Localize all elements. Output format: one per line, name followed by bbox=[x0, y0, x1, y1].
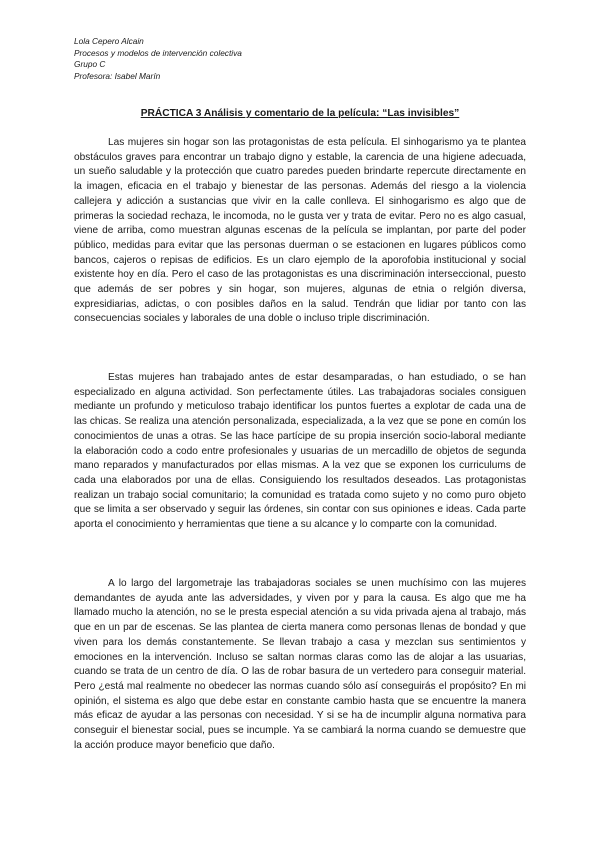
paragraph-1: Las mujeres sin hogar son las protagonistas de esta película. El sinhogarismo ya te plantea obstáculos graves para encontrar un trabajo digno y estable, la carencia de una higiene adecuada, un sueño saludable y la protección que cuatro paredes pueden brindarte repercute directamente en la imagen, eficacia en el trabajo y bienestar de las personas. Además del riesgo a la violencia callejera y adicción a sustancias que vivir en la calle conlleva. El sinhogarismo es algo que de primeras la sociedad rechaza, le incomoda, no le gusta ver y trata de evitar. Pero no es algo casual, viene de arriba, como muestran algunas escenas de la película se implantan, por parte del poder público, medidas para evitar que las personas duerman o se estacionen en lugares públicos como bancos, cajeros o repisas de edificios. Es un claro ejemplo de la aporofobia institucional y social existente hoy en día. Pero el caso de las protagonistas es una discriminación interseccional, puesto que además de ser pobres y sin hogar, son mujeres, algunas de etnia o relgión diversa, expresidiarias, adictas, o con posibles daños en la salud. Tendrán que lidiar por tanto con las consecuencias sociales y laborales de una doble o incluso triple discriminación. bbox=[74, 137, 526, 325]
author-name: Lola Cepero Alcain bbox=[74, 36, 144, 46]
group-name: Grupo C bbox=[74, 59, 106, 70]
teacher-name: Profesora: Isabel Marín bbox=[74, 70, 161, 81]
document-header bbox=[74, 36, 242, 82]
course-name: Procesos y modelos de intervención colectiva bbox=[74, 47, 242, 58]
document-title: PRÁCTICA 3 Análisis y comentario de la película: “Las invisibles” bbox=[140, 108, 460, 119]
paragraph-3: A lo largo del largometraje las trabajadoras sociales se unen muchísimo con las mujeres demandantes de ayuda ante las adversidades, y viven por y para la causa. Es algo que me ha llamado mucho la atención, no se le presta especial atención a su vida privada ajena al trabajo, más que en un par de escenas. Se las plantea de cierta manera como personas llenas de bondad y que viven para los demás constantemente. Se llevan trabajo a casa y mezclan sus sentimientos y emociones en la intervención. Incluso se saltan normas claras como las de alojar a las usuarias, cuando se trata de un centro de día. O las de robar basura de un vertedero para conseguir material. Pero ¿está mal realmente no obedecer las normas cuando sólo así conseguirás el propósito? En mi opinión, el sistema es algo que debe estar en constante cambio hasta que se encuentre la manera más eficaz de ayudar a las personas con necesidad. Y si se ha de incumplir alguna normativa para conseguir el bienestar social, pues se incumple. Ya se cambiará la norma cuando se demuestre que la acción produce mayor beneficio que daño. bbox=[74, 578, 526, 751]
paragraph-2: Estas mujeres han trabajado antes de estar desamparadas, o han estudiado, o se han especializado en alguna actividad. Son perfectamente útiles. Las trabajadoras sociales consiguen mediante un profundo y meticuloso trabajo identificar los puntos fuertes a explotar de cada una de las chicas. Se realiza una atención personalizada, especializada, a la vez que se pone en común los conocimientos de unas a otras. Se las hace partícipe de su propia inserción socio-laboral mediante la elaboración codo a codo entre profesionales y usuarias de un mercadillo de objetos de segunda mano reparados y manufacturados por ellas mismas. A la vez que se exponen los curriculums de cada una elaborados por una de ellas. Consiguiendo los resultados deseados. Las protagonistas realizan un trabajo social comunitario; la comunidad es tratada como sujeto y no como puro objeto que se limita a ser observado y seguir las órdenes, sin contar con sus opiniones e ideas. Cada parte aporta el conocimiento y herramientas que tiene a su alcance y lo comparte con la comunidad. bbox=[74, 372, 526, 531]
